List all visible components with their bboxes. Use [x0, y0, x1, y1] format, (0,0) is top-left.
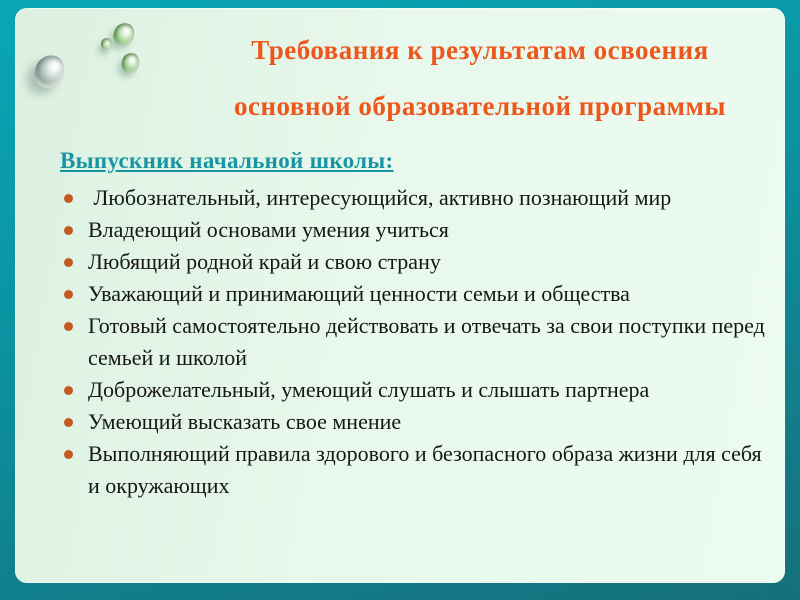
water-drop-large-icon [31, 52, 67, 91]
section-heading: Выпускник начальной школы: [60, 148, 394, 173]
bullet-dot-icon [64, 386, 73, 395]
list-item-text: Доброжелательный, умеющий слушать и слышать партнера [88, 377, 650, 402]
slide-panel [15, 8, 785, 583]
bullet-dot-icon [64, 450, 73, 459]
requirements-list [60, 182, 775, 502]
bullet-dot-icon [64, 290, 73, 299]
bullet-dot-icon [64, 418, 73, 427]
list-item [60, 246, 775, 278]
list-item-text: Владеющий основами умения учиться [88, 217, 449, 242]
list-item-text: Готовый самостоятельно действовать и отвечать за свои поступки перед семьей и школой [88, 313, 771, 370]
list-item [60, 182, 775, 214]
list-item [60, 214, 775, 246]
list-item [60, 310, 775, 374]
slide-title-line2: основной образовательной программы [234, 91, 726, 121]
bullet-dot-icon [64, 194, 73, 203]
water-drop-medium-icon [111, 21, 137, 49]
bullet-dot-icon [64, 322, 73, 331]
list-item-text: Выполняющий правила здорового и безопасного образа жизни для себя и окружающих [88, 441, 768, 498]
list-item [60, 278, 775, 310]
list-item [60, 438, 775, 502]
list-item-text: Любознательный, интересующийся, активно познающий мир [88, 185, 672, 210]
water-drop-small-icon [101, 38, 112, 50]
list-item-text: Любящий родной край и свою страну [88, 249, 441, 274]
slide-title-line1: Требования к результатам освоения [251, 35, 709, 65]
list-item-text: Уважающий и принимающий ценности семьи и общества [88, 281, 630, 306]
list-item-text: Умеющий высказать свое мнение [88, 409, 402, 434]
slide-title [165, 22, 795, 134]
bullet-dot-icon [64, 226, 73, 235]
bullet-dot-icon [64, 258, 73, 267]
list-item [60, 374, 775, 406]
list-item [60, 406, 775, 438]
water-drop-lower-icon [120, 52, 140, 75]
